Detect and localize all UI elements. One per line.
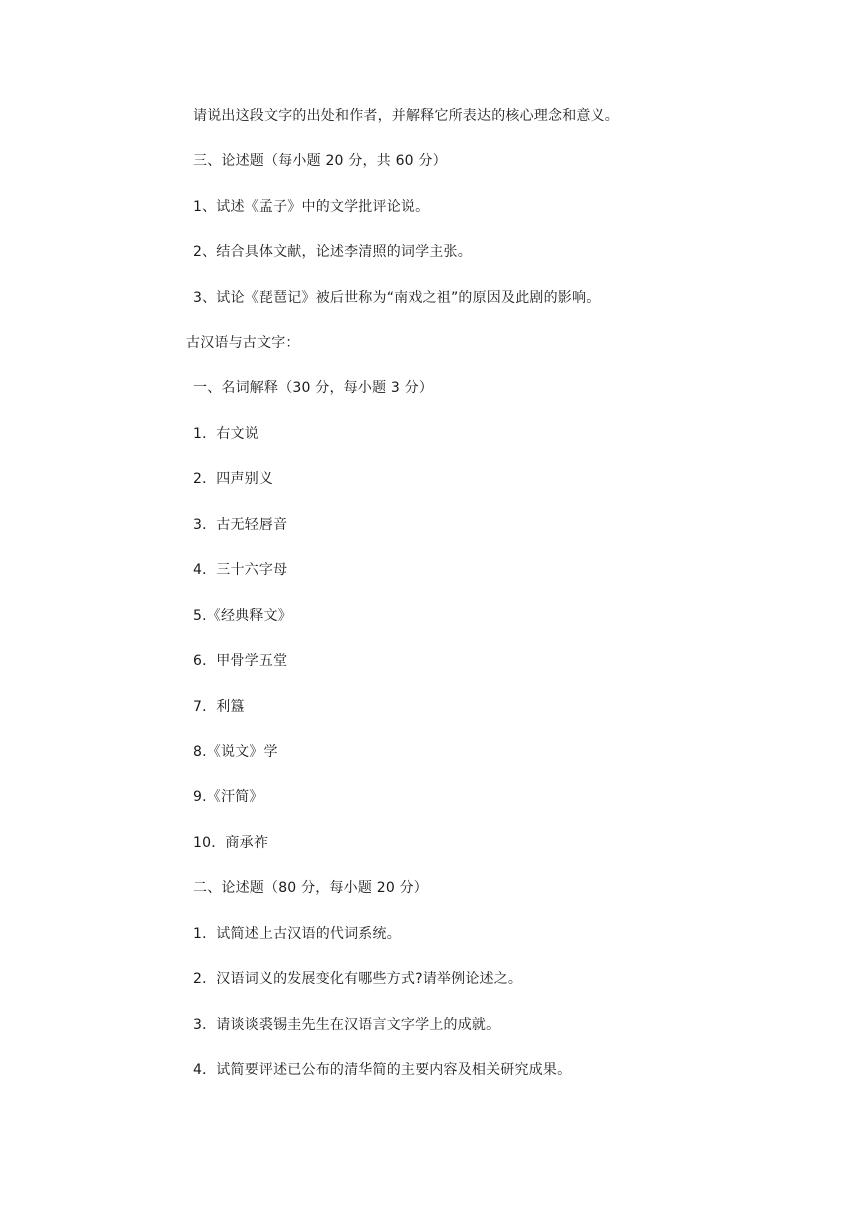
essay-question-3: 3、试论《琵琶记》被后世称为“南戏之祖”的原因及此剧的影响。	[193, 290, 601, 306]
term-item: 9.《汗简》	[193, 789, 264, 805]
subject-heading: 古汉语与古文字：	[186, 335, 300, 351]
term-item: 7．利簋	[193, 699, 245, 715]
discussion-question: 4．试简要评述已公布的清华简的主要内容及相关研究成果。	[193, 1062, 572, 1078]
term-item: 10．商承祚	[193, 835, 269, 851]
discussion-question: 3．请谈谈裘锡圭先生在汉语言文字学上的成就。	[193, 1017, 501, 1033]
section-heading-discussion: 二、论述题（80 分，每小题 20 分）	[193, 880, 428, 896]
section-heading-terms: 一、名词解释（30 分，每小题 3 分）	[193, 380, 434, 396]
term-item: 6．甲骨学五堂	[193, 653, 288, 669]
essay-question-2: 2、结合具体文献，论述李清照的词学主张。	[193, 244, 472, 260]
question-prompt-line: 请说出这段文字的出处和作者，并解释它所表达的核心理念和意义。	[193, 108, 619, 124]
term-item: 5.《经典释文》	[193, 608, 292, 624]
term-item: 4．三十六字母	[193, 562, 288, 578]
term-item: 1．右文说	[193, 426, 259, 442]
section-heading-essay: 三、论述题（每小题 20 分，共 60 分）	[193, 153, 447, 169]
discussion-question: 1．试简述上古汉语的代词系统。	[193, 926, 401, 942]
term-item: 2．四声别义	[193, 471, 274, 487]
essay-question-1: 1、试述《孟子》中的文学批评论说。	[193, 199, 430, 215]
term-item: 8.《说文》学	[193, 744, 278, 760]
discussion-question: 2．汉语词义的发展变化有哪些方式?请举例论述之。	[193, 971, 523, 987]
term-item: 3．古无轻唇音	[193, 517, 288, 533]
